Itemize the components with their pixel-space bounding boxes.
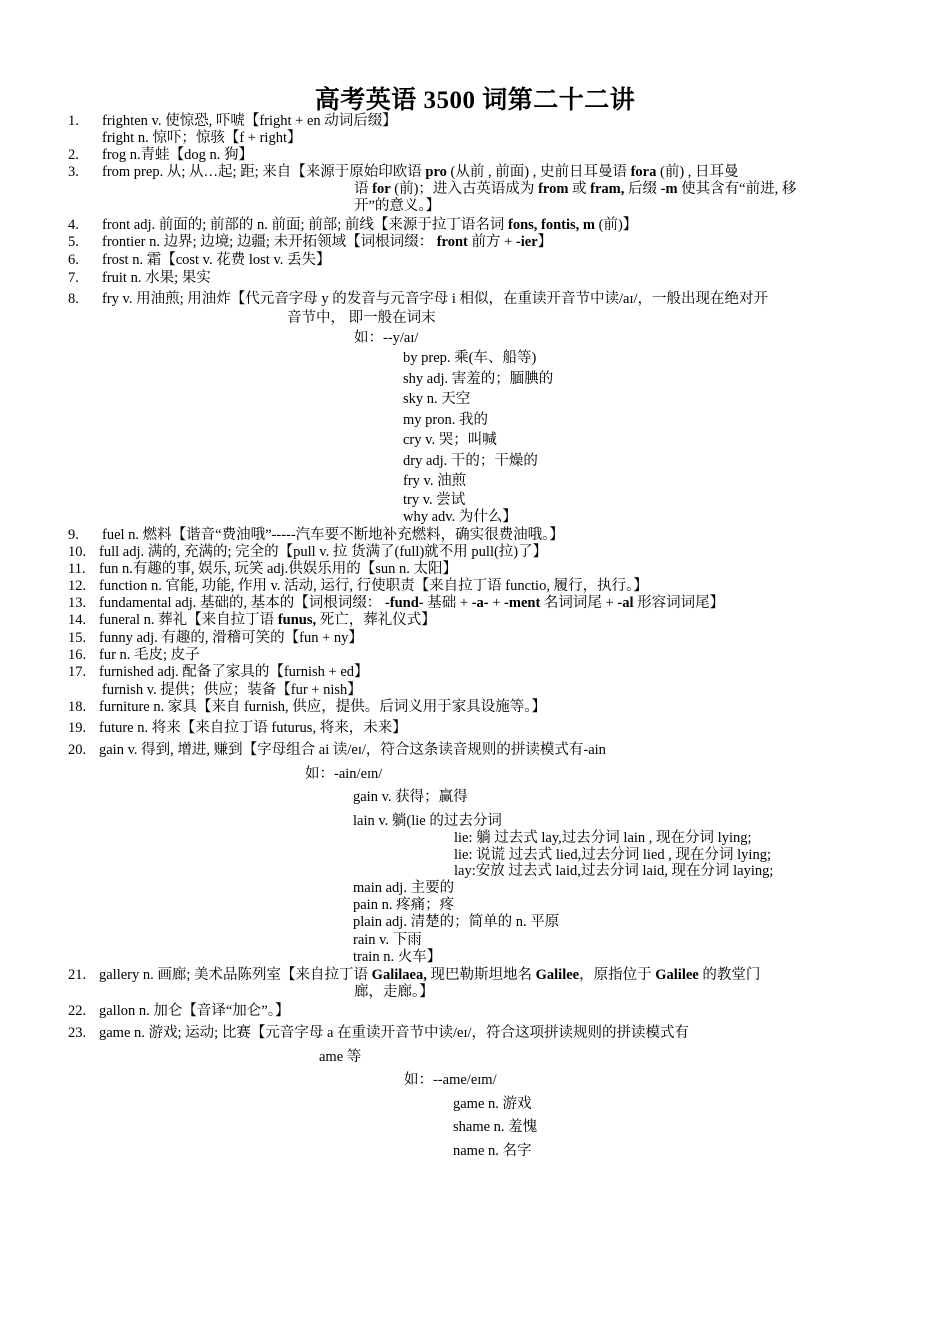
entry-number: 23. xyxy=(68,1025,87,1041)
entry-number: 19. xyxy=(68,720,87,736)
page-title: 高考英语 3500 词第二十二讲 xyxy=(314,87,636,114)
example-word: plain adj. 清楚的；简单的 n. 平原 xyxy=(353,914,560,930)
entry-line: future n. 将来【来自拉丁语 futurus, 将来，未来】 xyxy=(99,720,407,736)
entry-line: 如：--y/aɪ/ xyxy=(354,330,419,346)
entry-line: 开”的意义。】 xyxy=(354,198,441,214)
entry-line: 如：--ame/eɪm/ xyxy=(404,1072,497,1088)
entry-line: 音节中， 即一般在词末 xyxy=(287,310,436,326)
example-word: dry adj. 干的；干燥的 xyxy=(403,453,538,469)
entry-line: function n. 官能, 功能, 作用 v. 活动, 运行, 行使职责【来自拉丁语 functio, 履行，执行。】 xyxy=(99,578,648,594)
entry-line: funeral n. 葬礼【来自拉丁语 funus, 死亡，葬礼仪式】 xyxy=(99,612,436,628)
entry-line: frost n. 霜【cost v. 花费 lost v. 丢失】 xyxy=(102,252,331,268)
example-word: shy adj. 害羞的；腼腆的 xyxy=(403,371,554,387)
entry-number: 9. xyxy=(68,527,79,543)
example-word: lain v. 躺(lie 的过去分词 xyxy=(353,813,502,829)
example-word: cry v. 哭；叫喊 xyxy=(403,432,497,448)
example-word: name n. 名字 xyxy=(453,1143,532,1159)
entry-line: 语 for (前)；进入古英语成为 from 或 fram, 后缀 -m 使其含有“前进, 移 xyxy=(354,181,797,197)
entry-line: frontier n. 边界; 边境; 边疆; 未开拓领域【词根词缀： front 前方 + -ier】 xyxy=(102,234,553,250)
entry-number: 4. xyxy=(68,217,79,233)
entry-line: furnished adj. 配备了家具的【furnish + ed】 xyxy=(99,664,369,680)
example-word: main adj. 主要的 xyxy=(353,880,455,896)
entry-line: fur n. 毛皮; 皮子 xyxy=(99,647,200,663)
example-word: fry v. 油煎 xyxy=(403,473,467,489)
entry-number: 15. xyxy=(68,630,87,646)
sub-note: lie: 说谎 过去式 lied,过去分词 lied , 现在分词 lying; xyxy=(454,847,771,863)
entry-line: fry v. 用油煎; 用油炸【代元音字母 y 的发音与元音字母 i 相似，在重读开音节中读/aɪ/，一般出现在绝对开 xyxy=(102,291,769,307)
entry-number: 16. xyxy=(68,647,87,663)
example-word: why adv. 为什么】 xyxy=(403,509,517,525)
entry-number: 22. xyxy=(68,1003,87,1019)
example-word: train n. 火车】 xyxy=(353,949,442,965)
entry-line: fundamental adj. 基础的, 基本的【词根词缀： -fund- 基础 + -a- + -ment 名词词尾 + -al 形容词词尾】 xyxy=(99,595,725,611)
example-word: game n. 游戏 xyxy=(453,1096,532,1112)
entry-line: furniture n. 家具【来自 furnish, 供应，提供。后词义用于家具设施等。】 xyxy=(99,699,547,715)
entry-line: frighten v. 使惊恐, 吓唬【fright + en 动词后缀】 xyxy=(102,113,397,129)
entry-number: 21. xyxy=(68,967,87,983)
sub-note: lie: 躺 过去式 lay,过去分词 lain , 现在分词 lying; xyxy=(454,830,752,846)
example-word: rain v. 下雨 xyxy=(353,932,422,948)
example-word: my pron. 我的 xyxy=(403,412,488,428)
entry-number: 17. xyxy=(68,664,87,680)
entry-line: furnish v. 提供；供应；装备【fur + nish】 xyxy=(102,682,362,698)
entry-number: 13. xyxy=(68,595,87,611)
entry-number: 10. xyxy=(68,544,87,560)
entry-line: 如：-ain/eɪn/ xyxy=(305,766,383,782)
entry-line: gallery n. 画廊; 美术品陈列室【来自拉丁语 Galilaea, 现巴勒斯坦地名 Galilee，原指位于 Galilee 的教堂门 xyxy=(99,967,761,983)
entry-number: 20. xyxy=(68,742,87,758)
sub-note: lay:安放 过去式 laid,过去分词 laid, 现在分词 laying; xyxy=(454,863,774,879)
entry-line: ame 等 xyxy=(319,1049,362,1065)
entry-number: 5. xyxy=(68,234,79,250)
entry-line: game n. 游戏; 运动; 比赛【元音字母 a 在重读开音节中读/eɪ/，符合这项拼读规则的拼读模式有 xyxy=(99,1025,690,1041)
example-word: by prep. 乘(车、船等) xyxy=(403,350,537,366)
entry-number: 3. xyxy=(68,164,79,180)
entry-number: 6. xyxy=(68,252,79,268)
example-word: try v. 尝试 xyxy=(403,492,466,508)
entry-line: fuel n. 燃料【谐音“费油哦”-----汽车要不断地补充燃料，确实很费油哦。】 xyxy=(102,527,564,543)
entry-number: 12. xyxy=(68,578,87,594)
entry-number: 18. xyxy=(68,699,87,715)
example-word: gain v. 获得；赢得 xyxy=(353,789,468,805)
entry-line: gallon n. 加仑【音译“加仑”。】 xyxy=(99,1003,290,1019)
entry-number: 7. xyxy=(68,270,79,286)
entry-line: gain v. 得到, 增进, 赚到【字母组合 ai 读/eɪ/，符合这条读音规则的拼读模式有-ain xyxy=(99,742,606,758)
example-word: sky n. 天空 xyxy=(403,391,471,407)
example-word: pain n. 疼痛；疼 xyxy=(353,897,455,913)
entry-line: from prep. 从; 从…起; 距; 来自【来源于原始印欧语 pro (从前 , 前面) , 史前日耳曼语 fora (前) , 日耳曼 xyxy=(102,164,739,180)
entry-number: 11. xyxy=(68,561,86,577)
entry-line: frog n.青蛙【dog n. 狗】 xyxy=(102,147,254,163)
entry-line: funny adj. 有趣的, 滑稽可笑的【fun + ny】 xyxy=(99,630,363,646)
entry-line: fruit n. 水果; 果实 xyxy=(102,270,211,286)
entry-number: 14. xyxy=(68,612,87,628)
entry-line: fun n.有趣的事, 娱乐, 玩笑 adj.供娱乐用的【sun n. 太阳】 xyxy=(99,561,458,577)
entry-number: 2. xyxy=(68,147,79,163)
entry-line: full adj. 满的, 充满的; 完全的【pull v. 拉 货满了(full)就不用 pull(拉)了】 xyxy=(99,544,548,560)
example-word: shame n. 羞愧 xyxy=(453,1119,538,1135)
entry-number: 8. xyxy=(68,291,79,307)
entry-number: 1. xyxy=(68,113,79,129)
entry-line: front adj. 前面的; 前部的 n. 前面; 前部; 前线【来源于拉丁语名词 fons, fontis, m (前)】 xyxy=(102,217,638,233)
entry-line: 廊，走廊。】 xyxy=(354,984,434,1000)
entry-line: fright n. 惊吓；惊骇【f + right】 xyxy=(102,130,302,146)
